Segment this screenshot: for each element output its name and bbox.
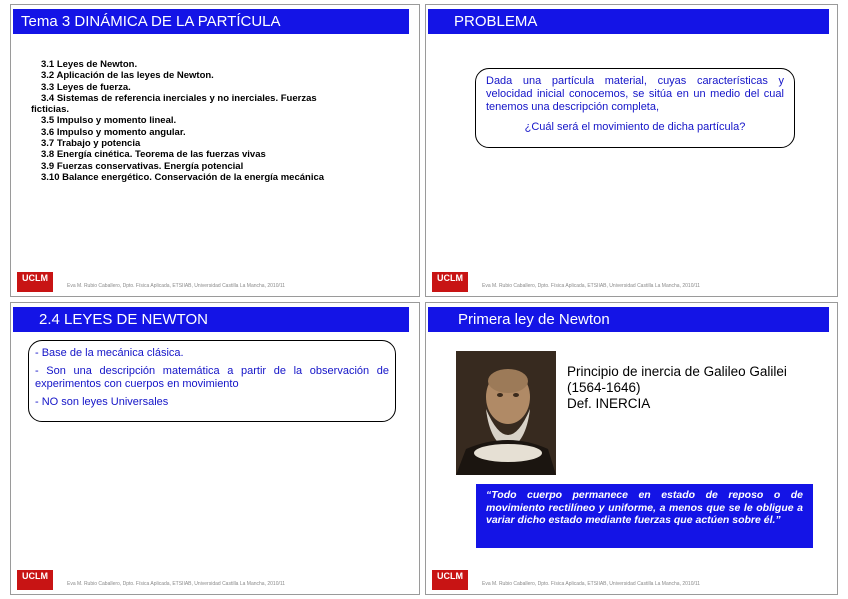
slide-2 xyxy=(425,4,838,297)
problem-question: ¿Cuál será el movimiento de dicha partícula? xyxy=(524,121,746,133)
slide-footer xyxy=(11,570,419,592)
bullet-item: - Son una descripción matemática a partir de la observación de experimentos con cuerpos en movimiento xyxy=(35,365,389,390)
galileo-text xyxy=(567,364,787,412)
galileo-line-2: (1564-1646) xyxy=(567,380,641,395)
slide-4-title: Primera ley de Newton xyxy=(428,307,829,332)
toc-item: 3.6 Impulso y momento angular. xyxy=(41,126,186,138)
slide-1 xyxy=(10,4,420,297)
problem-box xyxy=(475,68,795,148)
logo-text: UCLM xyxy=(437,571,463,581)
galileo-line-1: Principio de inercia de Galileo Galilei xyxy=(567,364,787,379)
uclm-logo xyxy=(17,570,53,590)
toc-item: 3.9 Fuerzas conservativas. Energía potencial xyxy=(41,160,244,172)
inertia-quote: “Todo cuerpo permanece en estado de reposo o de movimiento rectilíneo y uniforme, a menos que se le obligue a variar dicho estado mediante fuerzas que actúen sobre él.” xyxy=(476,484,813,548)
uclm-logo xyxy=(432,570,468,590)
toc-item: 3.4 Sistemas de referencia inerciales y no inerciales. Fuerzas xyxy=(41,92,317,104)
slide-2-title: PROBLEMA xyxy=(428,9,829,34)
toc-item: 3.3 Leyes de fuerza. xyxy=(41,81,131,93)
toc-item: 3.8 Energía cinética. Teorema de las fuerzas vivas xyxy=(41,149,266,161)
slide-3 xyxy=(10,302,420,595)
toc-item: 3.5 Impulso y momento lineal. xyxy=(41,115,177,127)
galileo-portrait xyxy=(456,351,556,475)
logo-text: UCLM xyxy=(22,571,48,581)
footer-credit: Eva M. Rubio Caballero, Dpto. Física Aplicada, ETSIIAB, Universidad Castilla La Mancha, 2010/11 xyxy=(482,581,701,587)
problem-text: Dada una partícula material, cuyas características y velocidad inicial conocemos, se sitúa en un medio del cual tenemos una descripción completa, xyxy=(486,75,784,113)
logo-text: UCLM xyxy=(437,273,463,283)
newton-laws-box xyxy=(28,340,396,422)
galileo-line-3: Def. INERCIA xyxy=(567,396,651,411)
footer-credit: Eva M. Rubio Caballero, Dpto. Física Aplicada, ETSIIAB, Universidad Castilla La Mancha, 2010/11 xyxy=(67,283,286,289)
table-of-contents xyxy=(31,59,371,183)
slide-3-title: 2.4 LEYES DE NEWTON xyxy=(13,307,409,332)
slide-4 xyxy=(425,302,838,595)
toc-item: ficticias. xyxy=(31,104,70,116)
bullet-item: - NO son leyes Universales xyxy=(35,396,169,408)
uclm-logo xyxy=(17,272,53,292)
toc-item: 3.7 Trabajo y potencia xyxy=(41,138,141,150)
footer-credit: Eva M. Rubio Caballero, Dpto. Física Aplicada, ETSIIAB, Universidad Castilla La Mancha, 2010/11 xyxy=(482,283,701,289)
toc-item: 3.10 Balance energético. Conservación de la energía mecánica xyxy=(41,171,325,183)
slide-footer xyxy=(11,272,419,294)
uclm-logo xyxy=(432,272,468,292)
footer-credit: Eva M. Rubio Caballero, Dpto. Física Aplicada, ETSIIAB, Universidad Castilla La Mancha, 2010/11 xyxy=(67,581,286,587)
slide-footer xyxy=(426,272,837,294)
logo-text: UCLM xyxy=(22,273,48,283)
toc-item: 3.2 Aplicación de las leyes de Newton. xyxy=(41,70,214,82)
toc-item: 3.1 Leyes de Newton. xyxy=(41,59,138,70)
slide-footer xyxy=(426,570,837,592)
slide-1-title: Tema 3 DINÁMICA DE LA PARTÍCULA xyxy=(13,9,409,34)
bullet-item: - Base de la mecánica clásica. xyxy=(35,347,184,359)
